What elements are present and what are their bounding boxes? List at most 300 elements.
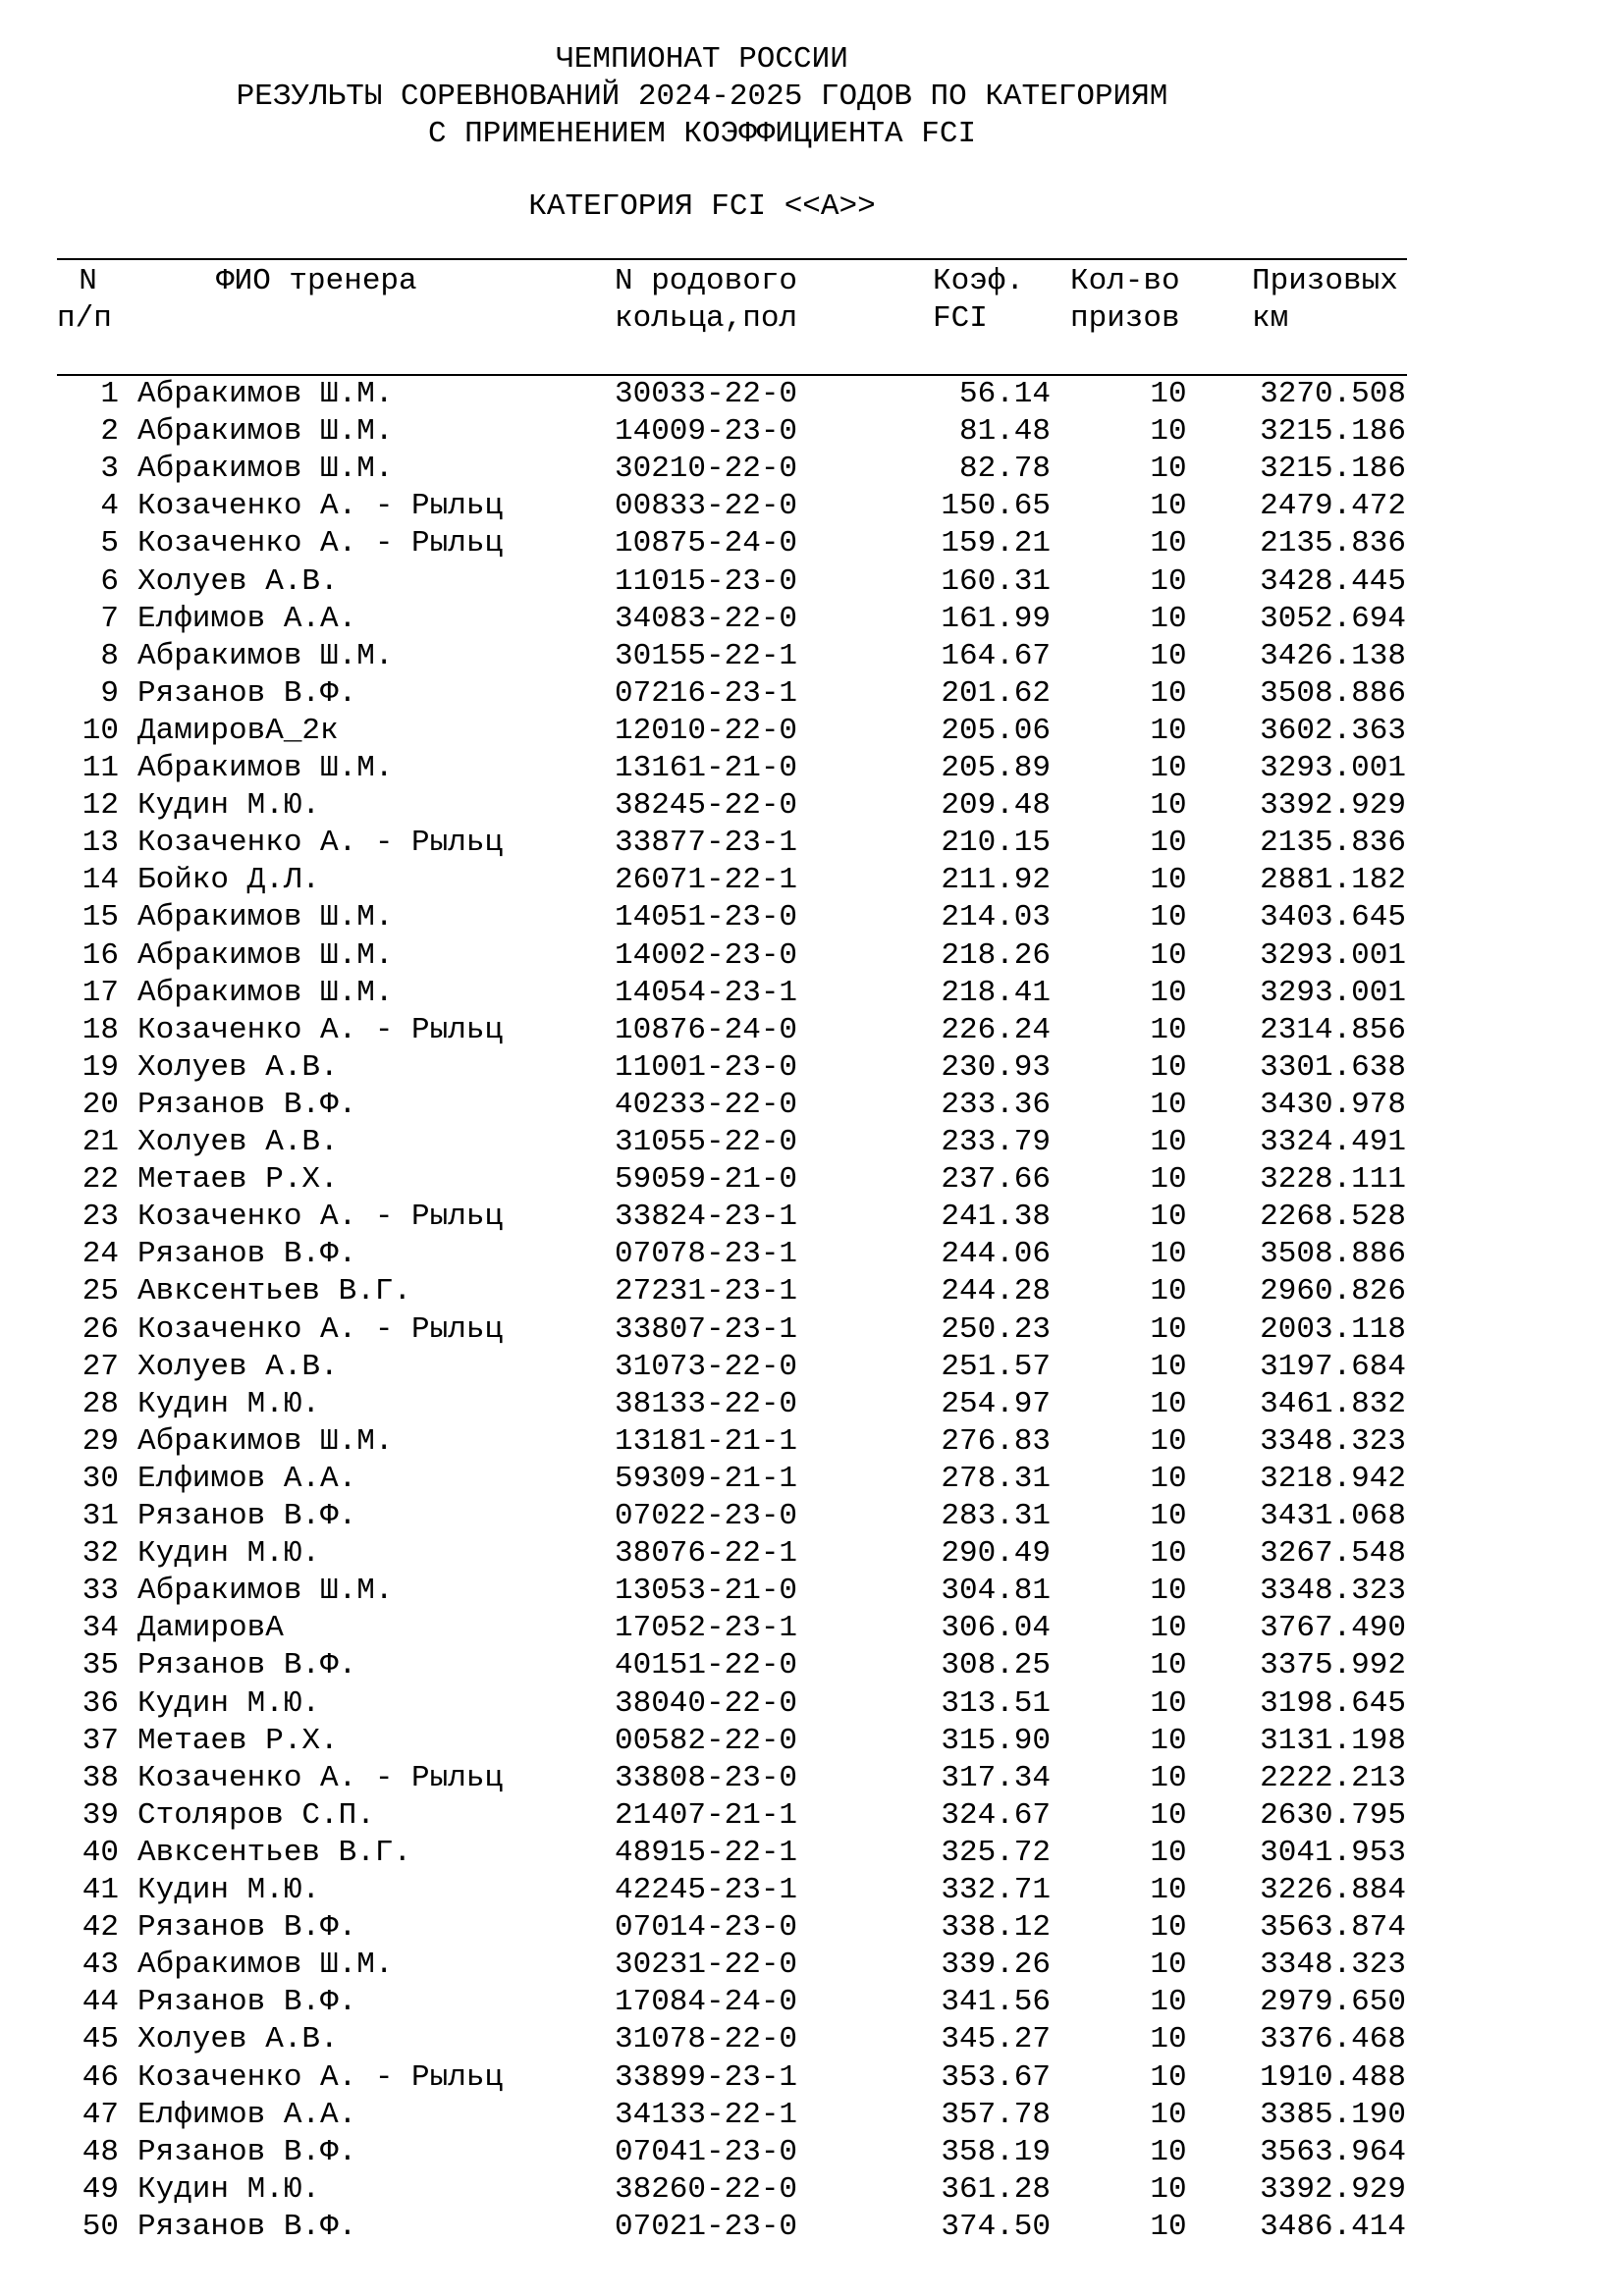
fci-coefficient: 325.72 xyxy=(941,1835,1051,1870)
trainer-name: Рязанов В.Ф. xyxy=(137,2134,357,2169)
prize-count: 10 xyxy=(1150,900,1187,935)
prize-count: 10 xyxy=(1150,1685,1187,1721)
fci-coefficient: 374.50 xyxy=(941,2209,1051,2244)
prize-km: 3270.508 xyxy=(1260,377,1406,411)
fci-coefficient: 338.12 xyxy=(941,1910,1051,1946)
trainer-name: Абракимов Ш.М. xyxy=(137,1574,394,1609)
ring-number: 30210-22-0 xyxy=(615,452,798,487)
prize-count: 10 xyxy=(1150,1049,1187,1085)
prize-km: 3563.874 xyxy=(1260,1910,1406,1946)
trainer-name: Абракимов Ш.М. xyxy=(137,1948,394,1983)
prize-km: 3041.953 xyxy=(1260,1835,1406,1870)
trainer-name: Козаченко А. - Рыльц xyxy=(137,2059,504,2095)
prize-km: 3486.414 xyxy=(1260,2209,1406,2244)
col-name: ФИО тренера xyxy=(216,264,417,298)
prize-km: 3301.638 xyxy=(1260,1049,1406,1085)
fci-coefficient: 324.67 xyxy=(941,1797,1051,1833)
trainer-name: Рязанов В.Ф. xyxy=(137,1910,357,1946)
prize-km: 3197.684 xyxy=(1260,1349,1406,1384)
ring-number: 38040-22-0 xyxy=(615,1685,798,1721)
ring-number: 07021-23-0 xyxy=(615,2209,798,2244)
trainer-name: Холуев А.В. xyxy=(137,563,339,599)
row-number: 41 xyxy=(81,1873,119,1907)
prize-km: 3226.884 xyxy=(1260,1873,1406,1907)
fci-coefficient: 161.99 xyxy=(941,601,1051,636)
prize-km: 3215.186 xyxy=(1260,452,1406,487)
fci-coefficient: 278.31 xyxy=(941,1461,1051,1496)
ring-number: 40233-22-0 xyxy=(615,1087,798,1122)
ring-number: 30231-22-0 xyxy=(615,1948,798,1983)
row-number: 18 xyxy=(81,1012,119,1047)
trainer-name: Козаченко А. - Рыльц xyxy=(137,826,504,861)
fci-coefficient: 241.38 xyxy=(941,1200,1051,1235)
trainer-name: Козаченко А. - Рыльц xyxy=(137,1760,504,1795)
prize-count: 10 xyxy=(1150,1386,1187,1421)
col-num-line1: N xyxy=(79,264,97,298)
prize-km: 3198.645 xyxy=(1260,1685,1406,1721)
ring-number: 33808-23-0 xyxy=(615,1760,798,1795)
trainer-name: Авксентьев В.Г. xyxy=(137,1274,412,1309)
prize-km: 3267.548 xyxy=(1260,1536,1406,1572)
ring-number: 11015-23-0 xyxy=(615,563,798,599)
ring-number: 11001-23-0 xyxy=(615,1049,798,1085)
ring-number: 38260-22-0 xyxy=(615,2171,798,2207)
row-number: 37 xyxy=(81,1723,119,1758)
row-number: 25 xyxy=(81,1274,119,1309)
prize-count: 10 xyxy=(1150,563,1187,599)
ring-number: 00833-22-0 xyxy=(615,489,798,524)
row-number: 4 xyxy=(100,489,119,524)
ring-number: 10875-24-0 xyxy=(615,526,798,561)
prize-count: 10 xyxy=(1150,1873,1187,1907)
prize-km: 2135.836 xyxy=(1260,526,1406,561)
trainer-name: Холуев А.В. xyxy=(137,1049,339,1085)
prize-km: 2979.650 xyxy=(1260,1985,1406,2020)
row-number: 17 xyxy=(81,975,119,1010)
trainer-name: Рязанов В.Ф. xyxy=(137,675,357,711)
prize-km: 3293.001 xyxy=(1260,937,1406,973)
trainer-name: Столяров С.П. xyxy=(137,1797,375,1833)
row-number: 44 xyxy=(81,1985,119,2020)
prize-count: 10 xyxy=(1150,713,1187,748)
fci-coefficient: 254.97 xyxy=(941,1386,1051,1421)
trainer-name: Абракимов Ш.М. xyxy=(137,377,394,411)
prize-count: 10 xyxy=(1150,751,1187,785)
fci-coefficient: 205.06 xyxy=(941,713,1051,748)
prize-count: 10 xyxy=(1150,2171,1187,2207)
row-number: 32 xyxy=(81,1536,119,1572)
prize-count: 10 xyxy=(1150,2022,1187,2057)
fci-coefficient: 160.31 xyxy=(941,563,1051,599)
row-number: 22 xyxy=(81,1162,119,1198)
row-number: 19 xyxy=(81,1049,119,1085)
ring-number: 14009-23-0 xyxy=(615,414,798,450)
prize-km: 3430.978 xyxy=(1260,1087,1406,1122)
trainer-name: Рязанов В.Ф. xyxy=(137,1985,357,2020)
ring-number: 07041-23-0 xyxy=(615,2134,798,2169)
prize-count: 10 xyxy=(1150,526,1187,561)
ring-number: 21407-21-1 xyxy=(615,1797,798,1833)
ring-number: 27231-23-1 xyxy=(615,1274,798,1309)
row-number: 1 xyxy=(100,377,119,411)
prize-km: 3348.323 xyxy=(1260,1948,1406,1983)
trainer-name: Елфимов А.А. xyxy=(137,1461,357,1496)
prize-count: 10 xyxy=(1150,1461,1187,1496)
prize-km: 3426.138 xyxy=(1260,638,1406,673)
prize-km: 3131.198 xyxy=(1260,1723,1406,1758)
ring-number: 42245-23-1 xyxy=(615,1873,798,1907)
prize-km: 3228.111 xyxy=(1260,1162,1406,1198)
row-number: 10 xyxy=(81,713,119,748)
fci-coefficient: 218.41 xyxy=(941,975,1051,1010)
row-number: 50 xyxy=(81,2209,119,2244)
fci-coefficient: 244.06 xyxy=(941,1237,1051,1272)
prize-km: 3324.491 xyxy=(1260,1125,1406,1159)
prize-km: 3293.001 xyxy=(1260,975,1406,1010)
trainer-name: Абракимов Ш.М. xyxy=(137,414,394,450)
ring-number: 14051-23-0 xyxy=(615,900,798,935)
prize-km: 3348.323 xyxy=(1260,1574,1406,1609)
ring-number: 30033-22-0 xyxy=(615,377,798,411)
row-number: 11 xyxy=(81,751,119,785)
fci-coefficient: 345.27 xyxy=(941,2022,1051,2057)
row-number: 20 xyxy=(81,1087,119,1122)
trainer-name: Абракимов Ш.М. xyxy=(137,452,394,487)
row-number: 34 xyxy=(81,1611,119,1646)
row-number: 39 xyxy=(81,1797,119,1833)
row-number: 46 xyxy=(81,2059,119,2095)
col-km-line2: км xyxy=(1252,301,1289,336)
trainer-name: Холуев А.В. xyxy=(137,2022,339,2057)
col-coef-line2: FCI xyxy=(933,301,988,336)
prize-km: 3052.694 xyxy=(1260,601,1406,636)
ring-number: 30155-22-1 xyxy=(615,638,798,673)
trainer-name: Елфимов А.А. xyxy=(137,601,357,636)
trainer-name: Абракимов Ш.М. xyxy=(137,937,394,973)
prize-count: 10 xyxy=(1150,937,1187,973)
fci-coefficient: 159.21 xyxy=(941,526,1051,561)
trainer-name: Абракимов Ш.М. xyxy=(137,900,394,935)
fci-coefficient: 313.51 xyxy=(941,1685,1051,1721)
row-number: 7 xyxy=(100,601,119,636)
ring-number: 13181-21-1 xyxy=(615,1423,798,1459)
prize-count: 10 xyxy=(1150,1910,1187,1946)
row-number: 8 xyxy=(100,638,119,673)
fci-coefficient: 244.28 xyxy=(941,1274,1051,1309)
fci-coefficient: 361.28 xyxy=(941,2171,1051,2207)
prize-km: 2003.118 xyxy=(1260,1311,1406,1347)
row-number: 31 xyxy=(81,1499,119,1533)
trainer-name: Козаченко А. - Рыльц xyxy=(137,526,504,561)
prize-count: 10 xyxy=(1150,863,1187,898)
prize-km: 3392.929 xyxy=(1260,2171,1406,2207)
trainer-name: Рязанов В.Ф. xyxy=(137,1237,357,1272)
prize-km: 3215.186 xyxy=(1260,414,1406,450)
fci-coefficient: 201.62 xyxy=(941,675,1051,711)
ring-number: 14054-23-1 xyxy=(615,975,798,1010)
fci-coefficient: 56.14 xyxy=(958,377,1051,411)
prize-count: 10 xyxy=(1150,1574,1187,1609)
prize-km: 3403.645 xyxy=(1260,900,1406,935)
prize-count: 10 xyxy=(1150,1499,1187,1533)
fci-coefficient: 306.04 xyxy=(941,1611,1051,1646)
prize-count: 10 xyxy=(1150,1162,1187,1198)
ring-number: 33807-23-1 xyxy=(615,1311,798,1347)
ring-number: 38133-22-0 xyxy=(615,1386,798,1421)
trainer-name: Козаченко А. - Рыльц xyxy=(137,1200,504,1235)
prize-km: 3218.942 xyxy=(1260,1461,1406,1496)
fci-coefficient: 233.79 xyxy=(941,1125,1051,1159)
prize-km: 3428.445 xyxy=(1260,563,1406,599)
prize-km: 3508.886 xyxy=(1260,675,1406,711)
trainer-name: Бойко Д.Л. xyxy=(137,863,321,898)
row-number: 21 xyxy=(81,1125,119,1159)
prize-count: 10 xyxy=(1150,1423,1187,1459)
prize-km: 3348.323 xyxy=(1260,1423,1406,1459)
prize-count: 10 xyxy=(1150,788,1187,824)
ring-number: 38245-22-0 xyxy=(615,788,798,824)
fci-coefficient: 332.71 xyxy=(941,1873,1051,1907)
prize-count: 10 xyxy=(1150,489,1187,524)
prize-km: 3385.190 xyxy=(1260,2097,1406,2132)
trainer-name: Кудин М.Ю. xyxy=(137,1873,321,1907)
ring-number: 34083-22-0 xyxy=(615,601,798,636)
prize-km: 2630.795 xyxy=(1260,1797,1406,1833)
row-number: 9 xyxy=(100,675,119,711)
row-number: 6 xyxy=(100,563,119,599)
prize-count: 10 xyxy=(1150,2097,1187,2132)
ring-number: 13053-21-0 xyxy=(615,1574,798,1609)
row-number: 3 xyxy=(100,452,119,487)
ring-number: 14002-23-0 xyxy=(615,937,798,973)
ring-number: 31055-22-0 xyxy=(615,1125,798,1159)
ring-number: 07216-23-1 xyxy=(615,675,798,711)
prize-count: 10 xyxy=(1150,452,1187,487)
fci-coefficient: 81.48 xyxy=(958,414,1051,450)
prize-km: 3508.886 xyxy=(1260,1237,1406,1272)
prize-count: 10 xyxy=(1150,414,1187,450)
ring-number: 26071-22-1 xyxy=(615,863,798,898)
ring-number: 40151-22-0 xyxy=(615,1648,798,1683)
trainer-name: Елфимов А.А. xyxy=(137,2097,357,2132)
prize-km: 2479.472 xyxy=(1260,489,1406,524)
prize-km: 3293.001 xyxy=(1260,751,1406,785)
fci-coefficient: 357.78 xyxy=(941,2097,1051,2132)
ring-number: 00582-22-0 xyxy=(615,1723,798,1758)
ring-number: 07022-23-0 xyxy=(615,1499,798,1533)
col-count-line1: Кол-во xyxy=(1070,264,1180,298)
row-number: 29 xyxy=(81,1423,119,1459)
row-number: 27 xyxy=(81,1349,119,1384)
trainer-name: Кудин М.Ю. xyxy=(137,788,321,824)
ring-number: 07078-23-1 xyxy=(615,1237,798,1272)
row-number: 48 xyxy=(81,2134,119,2169)
ring-number: 07014-23-0 xyxy=(615,1910,798,1946)
ring-number: 33824-23-1 xyxy=(615,1200,798,1235)
prize-km: 2135.836 xyxy=(1260,826,1406,861)
trainer-name: Холуев А.В. xyxy=(137,1125,339,1159)
prize-count: 10 xyxy=(1150,2209,1187,2244)
fci-coefficient: 150.65 xyxy=(941,489,1051,524)
row-number: 45 xyxy=(81,2022,119,2057)
prize-km: 3376.468 xyxy=(1260,2022,1406,2057)
col-coef-line1: Коэф. xyxy=(933,264,1025,298)
fci-coefficient: 283.31 xyxy=(941,1499,1051,1533)
trainer-name: ДамировА_2к xyxy=(137,713,339,748)
row-number: 28 xyxy=(81,1386,119,1421)
fci-coefficient: 210.15 xyxy=(941,826,1051,861)
prize-count: 10 xyxy=(1150,2059,1187,2095)
header-top-rule xyxy=(57,258,1407,260)
row-number: 5 xyxy=(100,526,119,561)
trainer-name: Рязанов В.Ф. xyxy=(137,1087,357,1122)
prize-count: 10 xyxy=(1150,1237,1187,1272)
ring-number: 17052-23-1 xyxy=(615,1611,798,1646)
prize-count: 10 xyxy=(1150,1835,1187,1870)
prize-count: 10 xyxy=(1150,1948,1187,1983)
row-number: 14 xyxy=(81,863,119,898)
prize-km: 2222.213 xyxy=(1260,1760,1406,1795)
ring-number: 17084-24-0 xyxy=(615,1985,798,2020)
trainer-name: Рязанов В.Ф. xyxy=(137,2209,357,2244)
col-num-line2: п/п xyxy=(57,301,112,336)
prize-count: 10 xyxy=(1150,601,1187,636)
trainer-name: Кудин М.Ю. xyxy=(137,1386,321,1421)
fci-coefficient: 218.26 xyxy=(941,937,1051,973)
fci-coefficient: 226.24 xyxy=(941,1012,1051,1047)
trainer-name: ДамировА xyxy=(137,1611,284,1646)
fci-coefficient: 358.19 xyxy=(941,2134,1051,2169)
col-km-line1: Призовых xyxy=(1252,264,1398,298)
fci-coefficient: 237.66 xyxy=(941,1162,1051,1198)
row-number: 15 xyxy=(81,900,119,935)
prize-count: 10 xyxy=(1150,1200,1187,1235)
col-ring-line1: N родового xyxy=(615,264,798,298)
trainer-name: Абракимов Ш.М. xyxy=(137,751,394,785)
fci-coefficient: 209.48 xyxy=(941,788,1051,824)
ring-number: 38076-22-1 xyxy=(615,1536,798,1572)
prize-count: 10 xyxy=(1150,1723,1187,1758)
prize-count: 10 xyxy=(1150,1087,1187,1122)
prize-km: 3461.832 xyxy=(1260,1386,1406,1421)
ring-number: 33899-23-1 xyxy=(615,2059,798,2095)
trainer-name: Рязанов В.Ф. xyxy=(137,1499,357,1533)
prize-count: 10 xyxy=(1150,638,1187,673)
ring-number: 13161-21-0 xyxy=(615,751,798,785)
trainer-name: Кудин М.Ю. xyxy=(137,1685,321,1721)
row-number: 40 xyxy=(81,1835,119,1870)
fci-coefficient: 276.83 xyxy=(941,1423,1051,1459)
prize-count: 10 xyxy=(1150,377,1187,411)
fci-coefficient: 290.49 xyxy=(941,1536,1051,1572)
fci-coefficient: 317.34 xyxy=(941,1760,1051,1795)
fci-coefficient: 339.26 xyxy=(941,1948,1051,1983)
prize-count: 10 xyxy=(1150,1611,1187,1646)
fci-coefficient: 315.90 xyxy=(941,1723,1051,1758)
row-number: 2 xyxy=(100,414,119,450)
prize-km: 2881.182 xyxy=(1260,863,1406,898)
fci-coefficient: 211.92 xyxy=(941,863,1051,898)
fci-coefficient: 251.57 xyxy=(941,1349,1051,1384)
trainer-name: Козаченко А. - Рыльц xyxy=(137,1311,504,1347)
prize-km: 3767.490 xyxy=(1260,1611,1406,1646)
row-number: 16 xyxy=(81,937,119,973)
fci-coefficient: 341.56 xyxy=(941,1985,1051,2020)
trainer-name: Авксентьев В.Г. xyxy=(137,1835,412,1870)
prize-count: 10 xyxy=(1150,1311,1187,1347)
prize-km: 2960.826 xyxy=(1260,1274,1406,1309)
row-number: 26 xyxy=(81,1311,119,1347)
trainer-name: Холуев А.В. xyxy=(137,1349,339,1384)
title-line-3: С ПРИМЕНЕНИЕМ КОЭФФИЦИЕНТА FCI xyxy=(427,117,977,151)
row-number: 35 xyxy=(81,1648,119,1683)
trainer-name: Метаев Р.Х. xyxy=(137,1162,339,1198)
trainer-name: Метаев Р.Х. xyxy=(137,1723,339,1758)
fci-coefficient: 82.78 xyxy=(958,452,1051,487)
prize-count: 10 xyxy=(1150,1274,1187,1309)
prize-km: 3375.992 xyxy=(1260,1648,1406,1683)
ring-number: 10876-24-0 xyxy=(615,1012,798,1047)
prize-count: 10 xyxy=(1150,1125,1187,1159)
ring-number: 31078-22-0 xyxy=(615,2022,798,2057)
row-number: 12 xyxy=(81,788,119,824)
ring-number: 34133-22-1 xyxy=(615,2097,798,2132)
ring-number: 33877-23-1 xyxy=(615,826,798,861)
ring-number: 31073-22-0 xyxy=(615,1349,798,1384)
col-count-line2: призов xyxy=(1070,301,1180,336)
prize-count: 10 xyxy=(1150,975,1187,1010)
fci-coefficient: 164.67 xyxy=(941,638,1051,673)
prize-count: 10 xyxy=(1150,1797,1187,1833)
fci-coefficient: 233.36 xyxy=(941,1087,1051,1122)
row-number: 13 xyxy=(81,826,119,861)
fci-coefficient: 230.93 xyxy=(941,1049,1051,1085)
prize-km: 3392.929 xyxy=(1260,788,1406,824)
prize-count: 10 xyxy=(1150,1648,1187,1683)
prize-count: 10 xyxy=(1150,2134,1187,2169)
fci-coefficient: 250.23 xyxy=(941,1311,1051,1347)
category-title: КАТЕГОРИЯ FCI <<A>> xyxy=(528,189,876,224)
prize-count: 10 xyxy=(1150,826,1187,861)
prize-count: 10 xyxy=(1150,1536,1187,1572)
trainer-name: Кудин М.Ю. xyxy=(137,1536,321,1572)
prize-km: 3431.068 xyxy=(1260,1499,1406,1533)
row-number: 38 xyxy=(81,1760,119,1795)
title-line-2: РЕЗУЛЬТЫ СОРЕВНОВАНИЙ 2024-2025 ГОДОВ ПО КАТЕГОРИЯМ xyxy=(236,80,1168,114)
trainer-name: Козаченко А. - Рыльц xyxy=(137,489,504,524)
row-number: 33 xyxy=(81,1574,119,1609)
ring-number: 59309-21-1 xyxy=(615,1461,798,1496)
prize-count: 10 xyxy=(1150,675,1187,711)
fci-coefficient: 304.81 xyxy=(941,1574,1051,1609)
trainer-name: Рязанов В.Ф. xyxy=(137,1648,357,1683)
trainer-name: Абракимов Ш.М. xyxy=(137,1423,394,1459)
col-ring-line2: кольца,пол xyxy=(615,301,798,336)
ring-number: 48915-22-1 xyxy=(615,1835,798,1870)
trainer-name: Абракимов Ш.М. xyxy=(137,975,394,1010)
prize-km: 2268.528 xyxy=(1260,1200,1406,1235)
prize-count: 10 xyxy=(1150,1012,1187,1047)
prize-km: 3602.363 xyxy=(1260,713,1406,748)
trainer-name: Кудин М.Ю. xyxy=(137,2171,321,2207)
trainer-name: Козаченко А. - Рыльц xyxy=(137,1012,504,1047)
row-number: 49 xyxy=(81,2171,119,2207)
row-number: 36 xyxy=(81,1685,119,1721)
prize-km: 3563.964 xyxy=(1260,2134,1406,2169)
prize-count: 10 xyxy=(1150,1760,1187,1795)
fci-coefficient: 353.67 xyxy=(941,2059,1051,2095)
fci-coefficient: 308.25 xyxy=(941,1648,1051,1683)
